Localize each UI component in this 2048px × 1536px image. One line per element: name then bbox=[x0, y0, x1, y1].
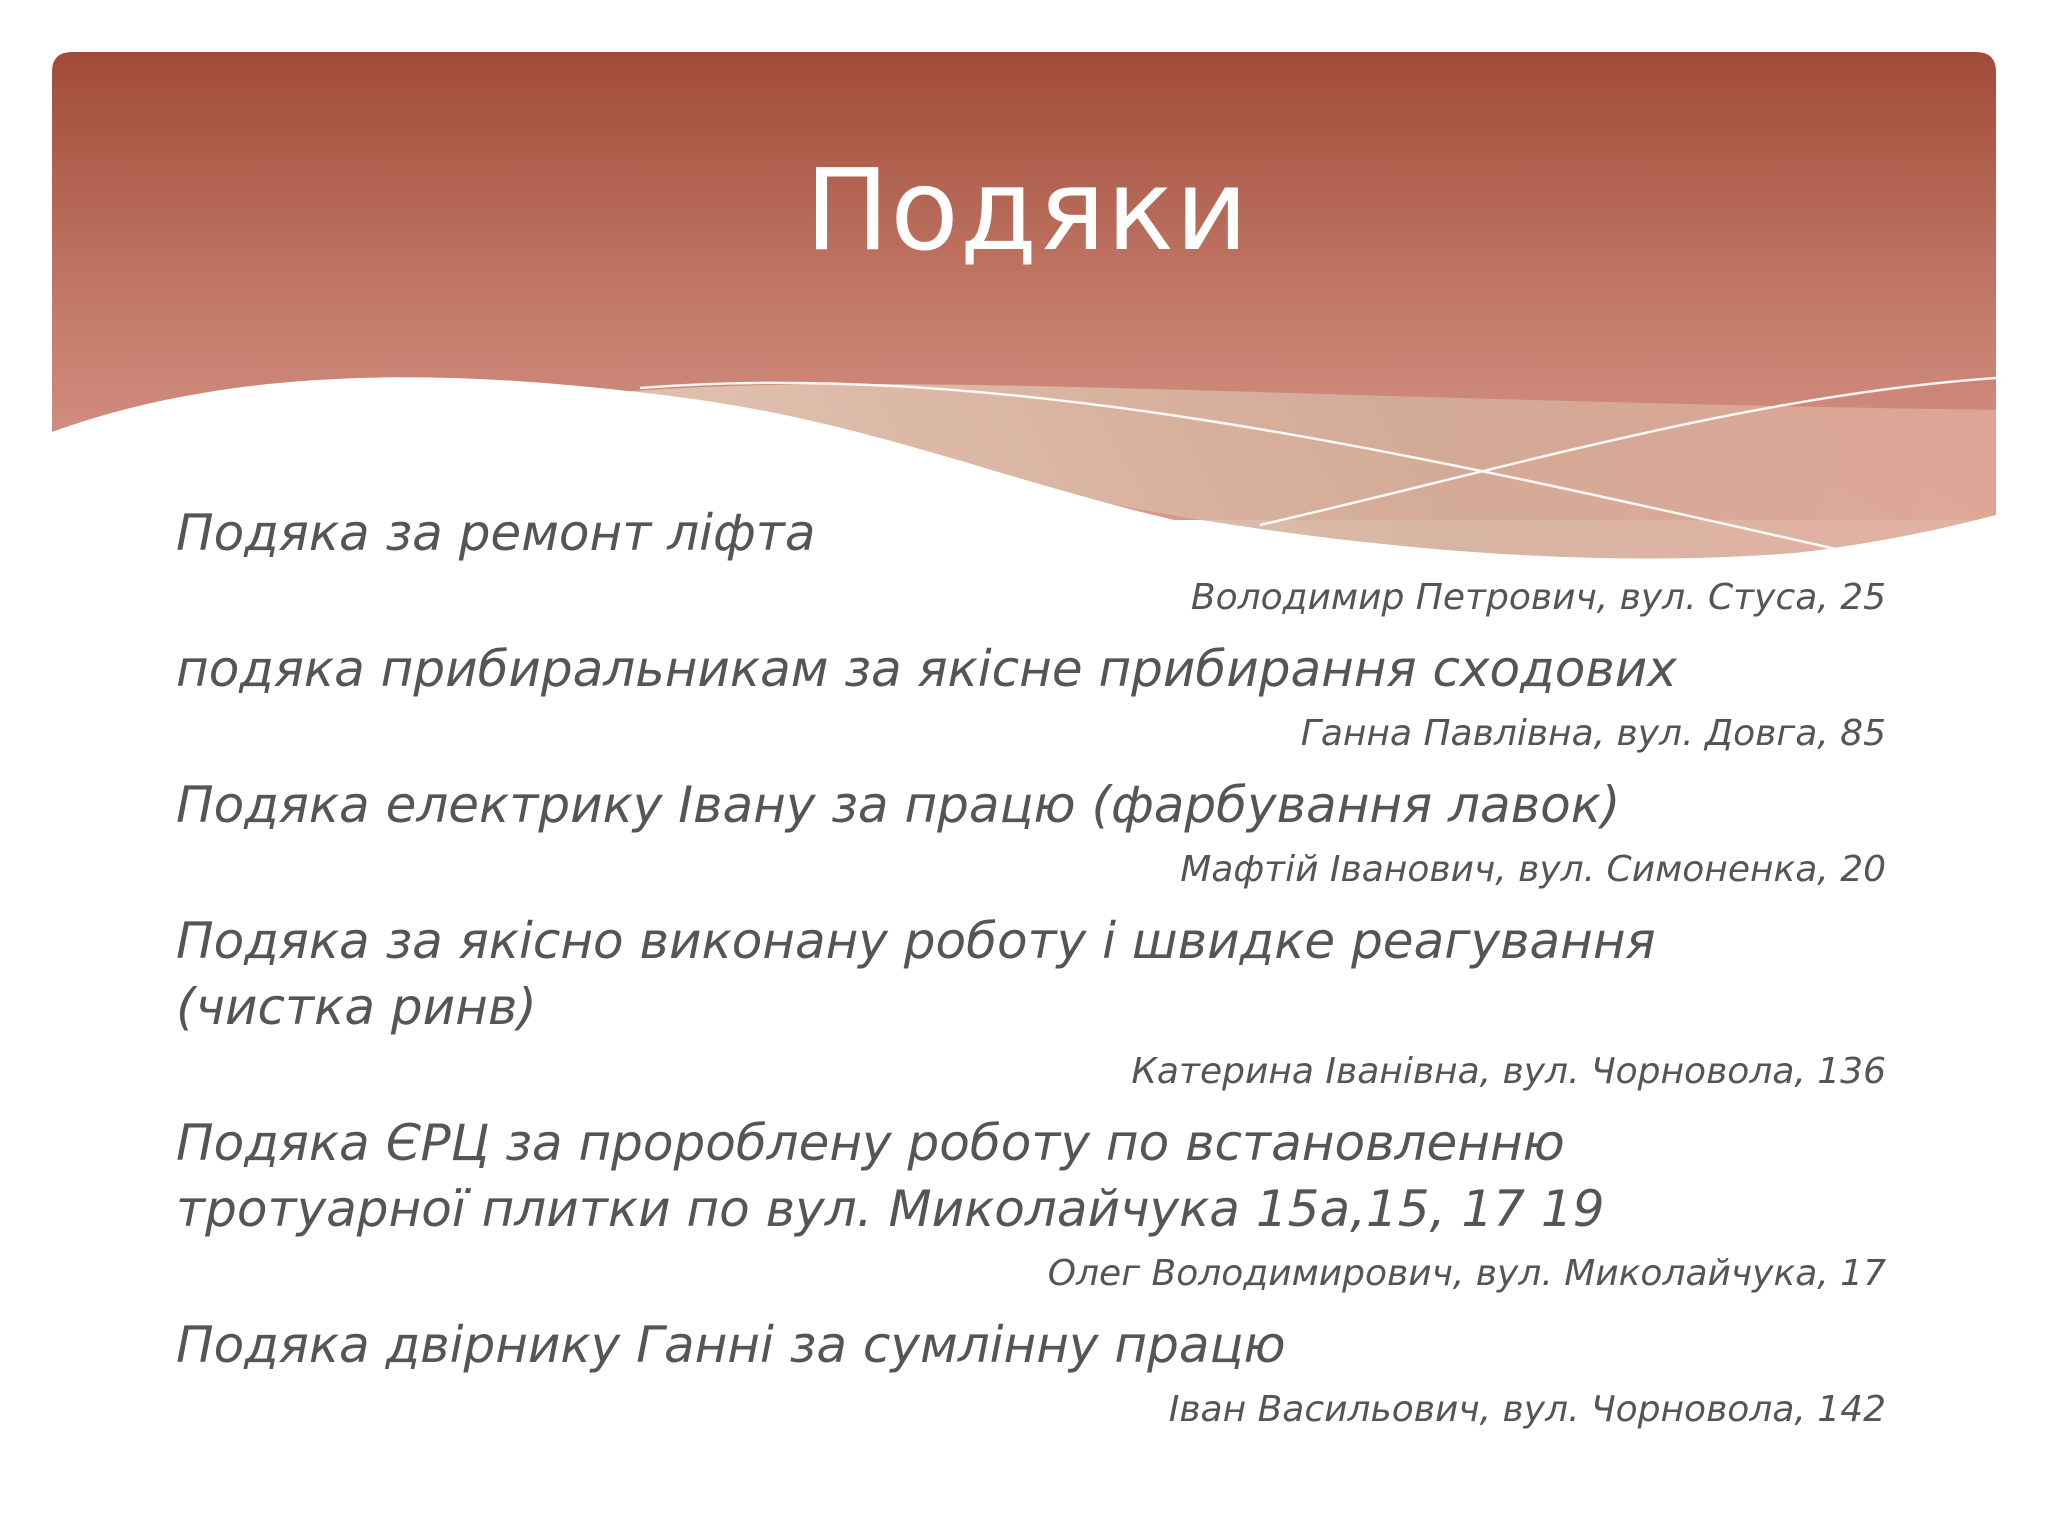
list-item bbox=[176, 908, 1886, 1098]
thanks-author: Катерина Іванівна, вул. Чорновола, 136 bbox=[1131, 1051, 1886, 1092]
thanks-text: Подяка за якісно виконану роботу і швидке реагування (чистка ринв) bbox=[176, 912, 1656, 1036]
thanks-text: подяка прибиральникам за якісне прибирання сходових bbox=[176, 640, 1677, 698]
thanks-text: Подяка електрику Івану за працю (фарбування лавок) bbox=[176, 776, 1621, 834]
list-item bbox=[176, 1312, 1886, 1436]
thanks-author: Володимир Петрович, вул. Стуса, 25 bbox=[1190, 577, 1886, 618]
thanks-author: Ганна Павлівна, вул. Довга, 85 bbox=[1300, 713, 1886, 754]
list-item bbox=[176, 772, 1886, 896]
thanks-list bbox=[176, 500, 1886, 1448]
thanks-text: Подяка ЄРЦ за пророблену роботу по встановленню тротуарної плитки по вул. Миколайчука 15а,15, 17 19 bbox=[176, 1114, 1605, 1238]
thanks-author: Мафтій Іванович, вул. Симоненка, 20 bbox=[1180, 849, 1886, 890]
thanks-text: Подяка за ремонт ліфта bbox=[176, 504, 816, 562]
list-item bbox=[176, 636, 1886, 760]
list-item bbox=[176, 1110, 1886, 1300]
thanks-text: Подяка двірнику Ганні за сумлінну працю bbox=[176, 1316, 1286, 1374]
list-item bbox=[176, 500, 1886, 624]
slide-title: Подяки bbox=[805, 146, 1249, 276]
thanks-author: Іван Васильович, вул. Чорновола, 142 bbox=[1168, 1389, 1886, 1430]
thanks-author: Олег Володимирович, вул. Миколайчука, 17 bbox=[1047, 1253, 1886, 1294]
